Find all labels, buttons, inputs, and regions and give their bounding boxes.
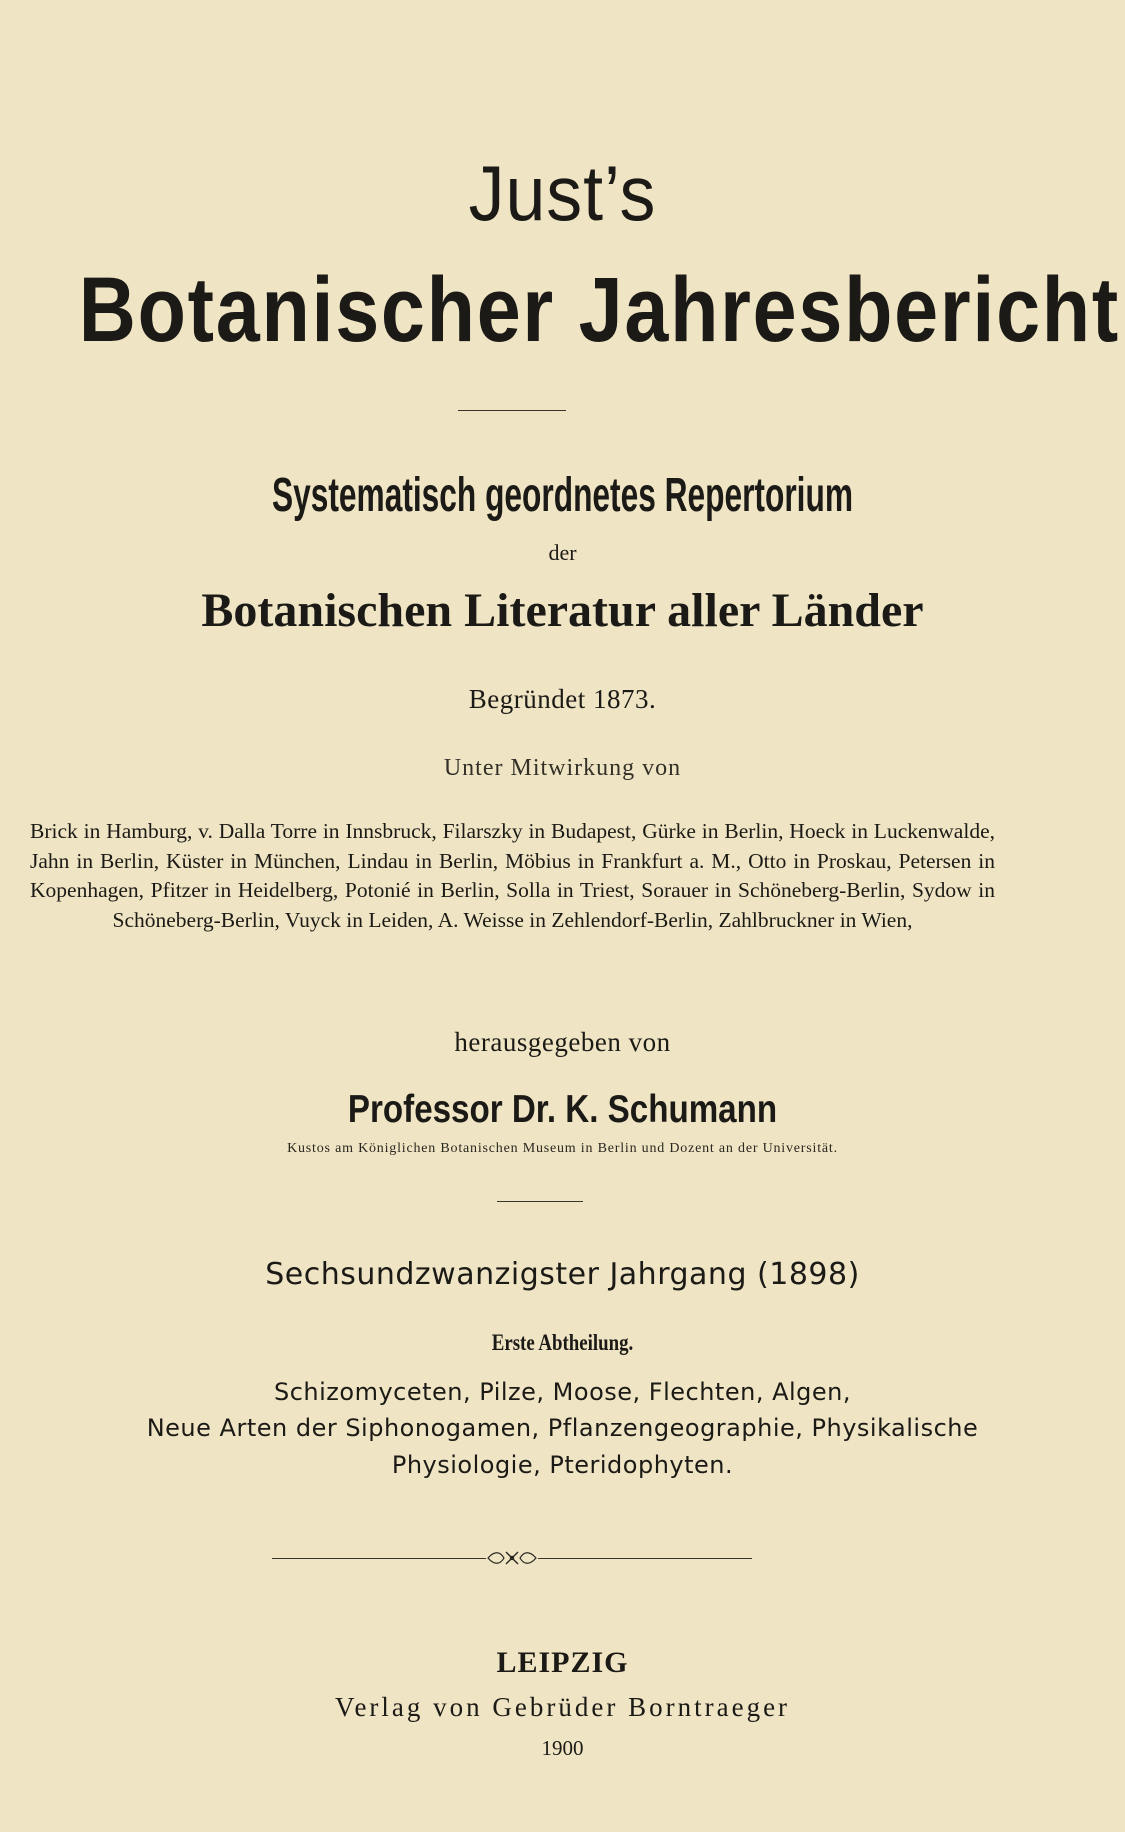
imprint-city: LEIPZIG: [496, 1646, 629, 1679]
title-line-1: Just’s: [468, 149, 657, 237]
part-heading: Erste Abtheilung.: [491, 1330, 634, 1355]
ornament-right-rule: [538, 1558, 752, 1559]
editor-name: Professor Dr. K. Schumann: [347, 1088, 778, 1131]
imprint-year: 1900: [541, 1736, 584, 1760]
volume-heading: Sechsundzwanzigster Jahrgang (1898): [265, 1257, 860, 1292]
contributors-paragraph: Brick in Hamburg, v. Dalla Torre in Innsbruck, Filarszky in Budapest, Gürke in Berlin, Hoeck in Luckenwalde, Jahn in Berlin, Küster in München, Lindau in Berlin, Möbius in Frankfurt a. M., Otto in Proskau, Petersen in Kopenhagen, Pfitzer in Heidelberg, Potonié in Berlin, Solla in Triest, Sorauer in Schöneberg-Berlin, Sydow in Schöneberg-Berlin, Vuyck in Leiden, A. Weisse in Zehlendorf-Berlin, Zahlbruckner in Wien,: [30, 819, 995, 932]
subtitle-connector: der: [548, 540, 577, 565]
imprint-publisher: Verlag von Gebrüder Borntraeger: [334, 1692, 791, 1722]
editor-role: Kustos am Königlichen Botanischen Museum in Berlin und Dozent an der Universität.: [287, 1141, 838, 1156]
ornament-flourish-icon: [486, 1548, 538, 1568]
subtitle-line-1: Systematisch geordnetes Repertorium: [272, 469, 853, 522]
ornamental-divider: [272, 1548, 752, 1568]
editor-divider: [497, 1201, 583, 1202]
subtitle-line-2: Botanischen Literatur aller Länder: [201, 584, 924, 637]
title-line-2: Botanischer Jahresbericht: [78, 259, 1120, 361]
cooperation-note: Unter Mitwirkung von: [443, 755, 682, 781]
founded-note: Begründet 1873.: [468, 684, 657, 714]
ornament-left-rule: [272, 1558, 486, 1559]
published-by-note: herausgegeben von: [454, 1027, 671, 1057]
title-divider: [458, 410, 566, 411]
topics-line-2: Neue Arten der Siphonogamen, Pflanzengeographie, Physikalische: [146, 1414, 979, 1442]
topics-line-3: Physiologie, Pteridophyten.: [391, 1451, 734, 1479]
topics-line-1: Schizomyceten, Pilze, Moose, Flechten, Algen,: [274, 1378, 851, 1406]
